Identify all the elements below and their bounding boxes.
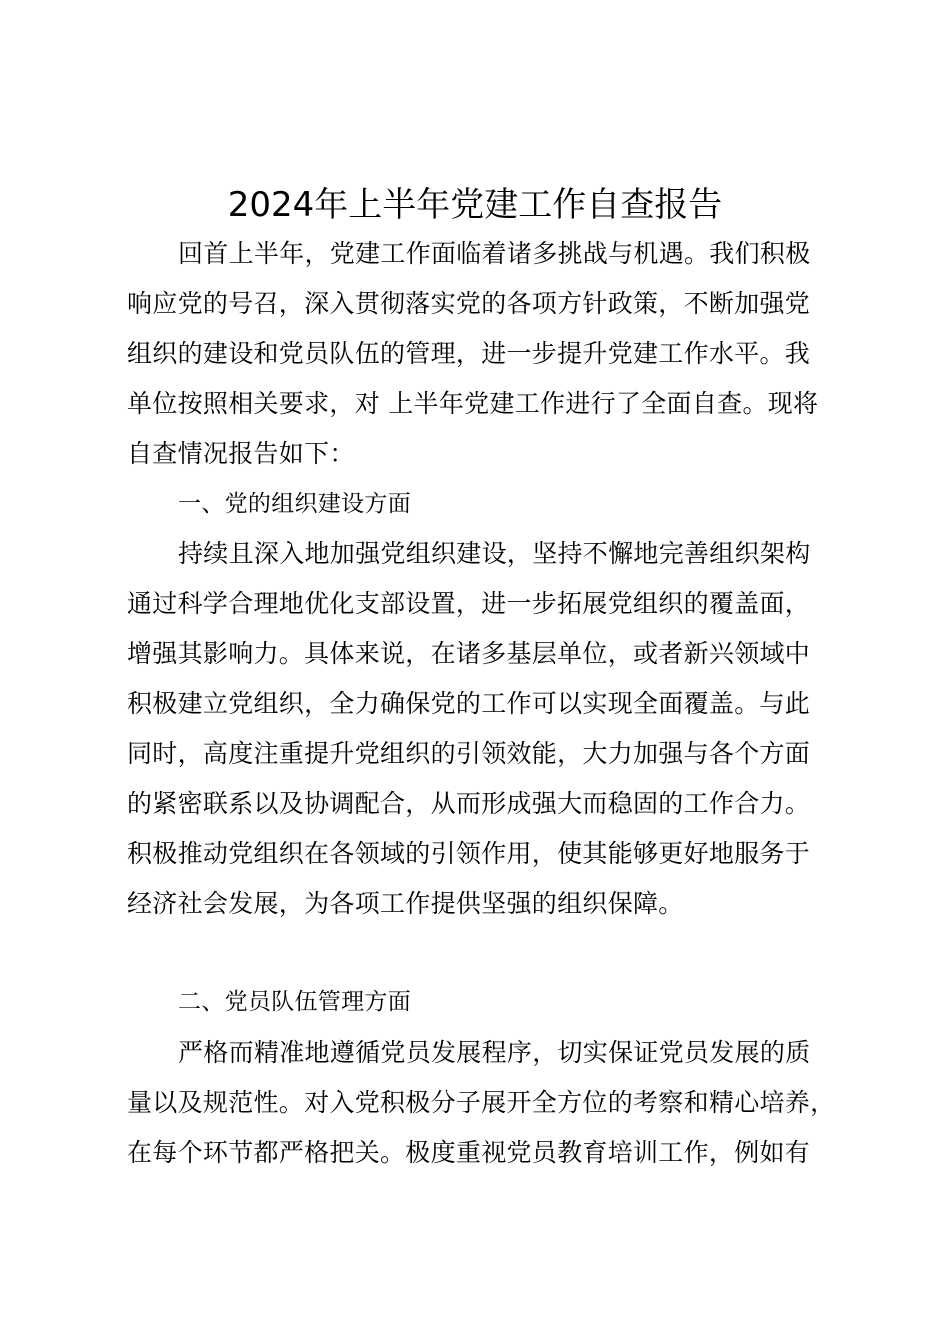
intro-line-5: 自查情况报告如下： bbox=[127, 439, 355, 468]
section1-line-8: 经济社会发展，为各项工作提供坚强的组织保障。 bbox=[127, 889, 684, 918]
intro-line-3: 组织的建设和党员队伍的管理，进一步提升党建工作水平。我 bbox=[127, 339, 811, 368]
document-title: 2024年上半年党建工作自查报告 bbox=[227, 185, 723, 225]
intro-line-4: 单位按照相关要求，对 上半年党建工作进行了全面自查。现将 bbox=[127, 389, 819, 418]
section1-line-1: 持续且深入地加强党组织建设，坚持不懈地完善组织架构 bbox=[178, 539, 811, 568]
section1-line-5: 同时，高度注重提升党组织的引领效能，大力加强与各个方面 bbox=[127, 739, 811, 768]
section1-line-6: 的紧密联系以及协调配合，从而形成强大而稳固的工作合力。 bbox=[127, 789, 811, 818]
section2-heading: 二、党员队伍管理方面 bbox=[178, 989, 411, 1015]
section2-line-2: 量以及规范性。对入党积极分子展开全方位的考察和精心培养， bbox=[127, 1088, 836, 1117]
section1-line-2: 通过科学合理地优化支部设置，进一步拓展党组织的覆盖面， bbox=[127, 589, 811, 618]
section1-heading: 一、党的组织建设方面 bbox=[178, 491, 411, 517]
section1-line-3: 增强其影响力。具体来说，在诸多基层单位，或者新兴领域中 bbox=[127, 639, 811, 668]
intro-line-1: 回首上半年，党建工作面临着诸多挑战与机遇。我们积极 bbox=[178, 239, 811, 268]
section1-line-4: 积极建立党组织，全力确保党的工作可以实现全面覆盖。与此 bbox=[127, 689, 811, 718]
section1-line-7: 积极推动党组织在各领域的引领作用，使其能够更好地服务于 bbox=[127, 839, 811, 868]
section2-line-1: 严格而精准地遵循党员发展程序，切实保证党员发展的质 bbox=[178, 1038, 811, 1067]
intro-line-2: 响应党的号召，深入贯彻落实党的各项方针政策，不断加强党 bbox=[127, 289, 811, 318]
section2-line-3: 在每个环节都严格把关。极度重视党员教育培训工作，例如有 bbox=[127, 1138, 811, 1167]
